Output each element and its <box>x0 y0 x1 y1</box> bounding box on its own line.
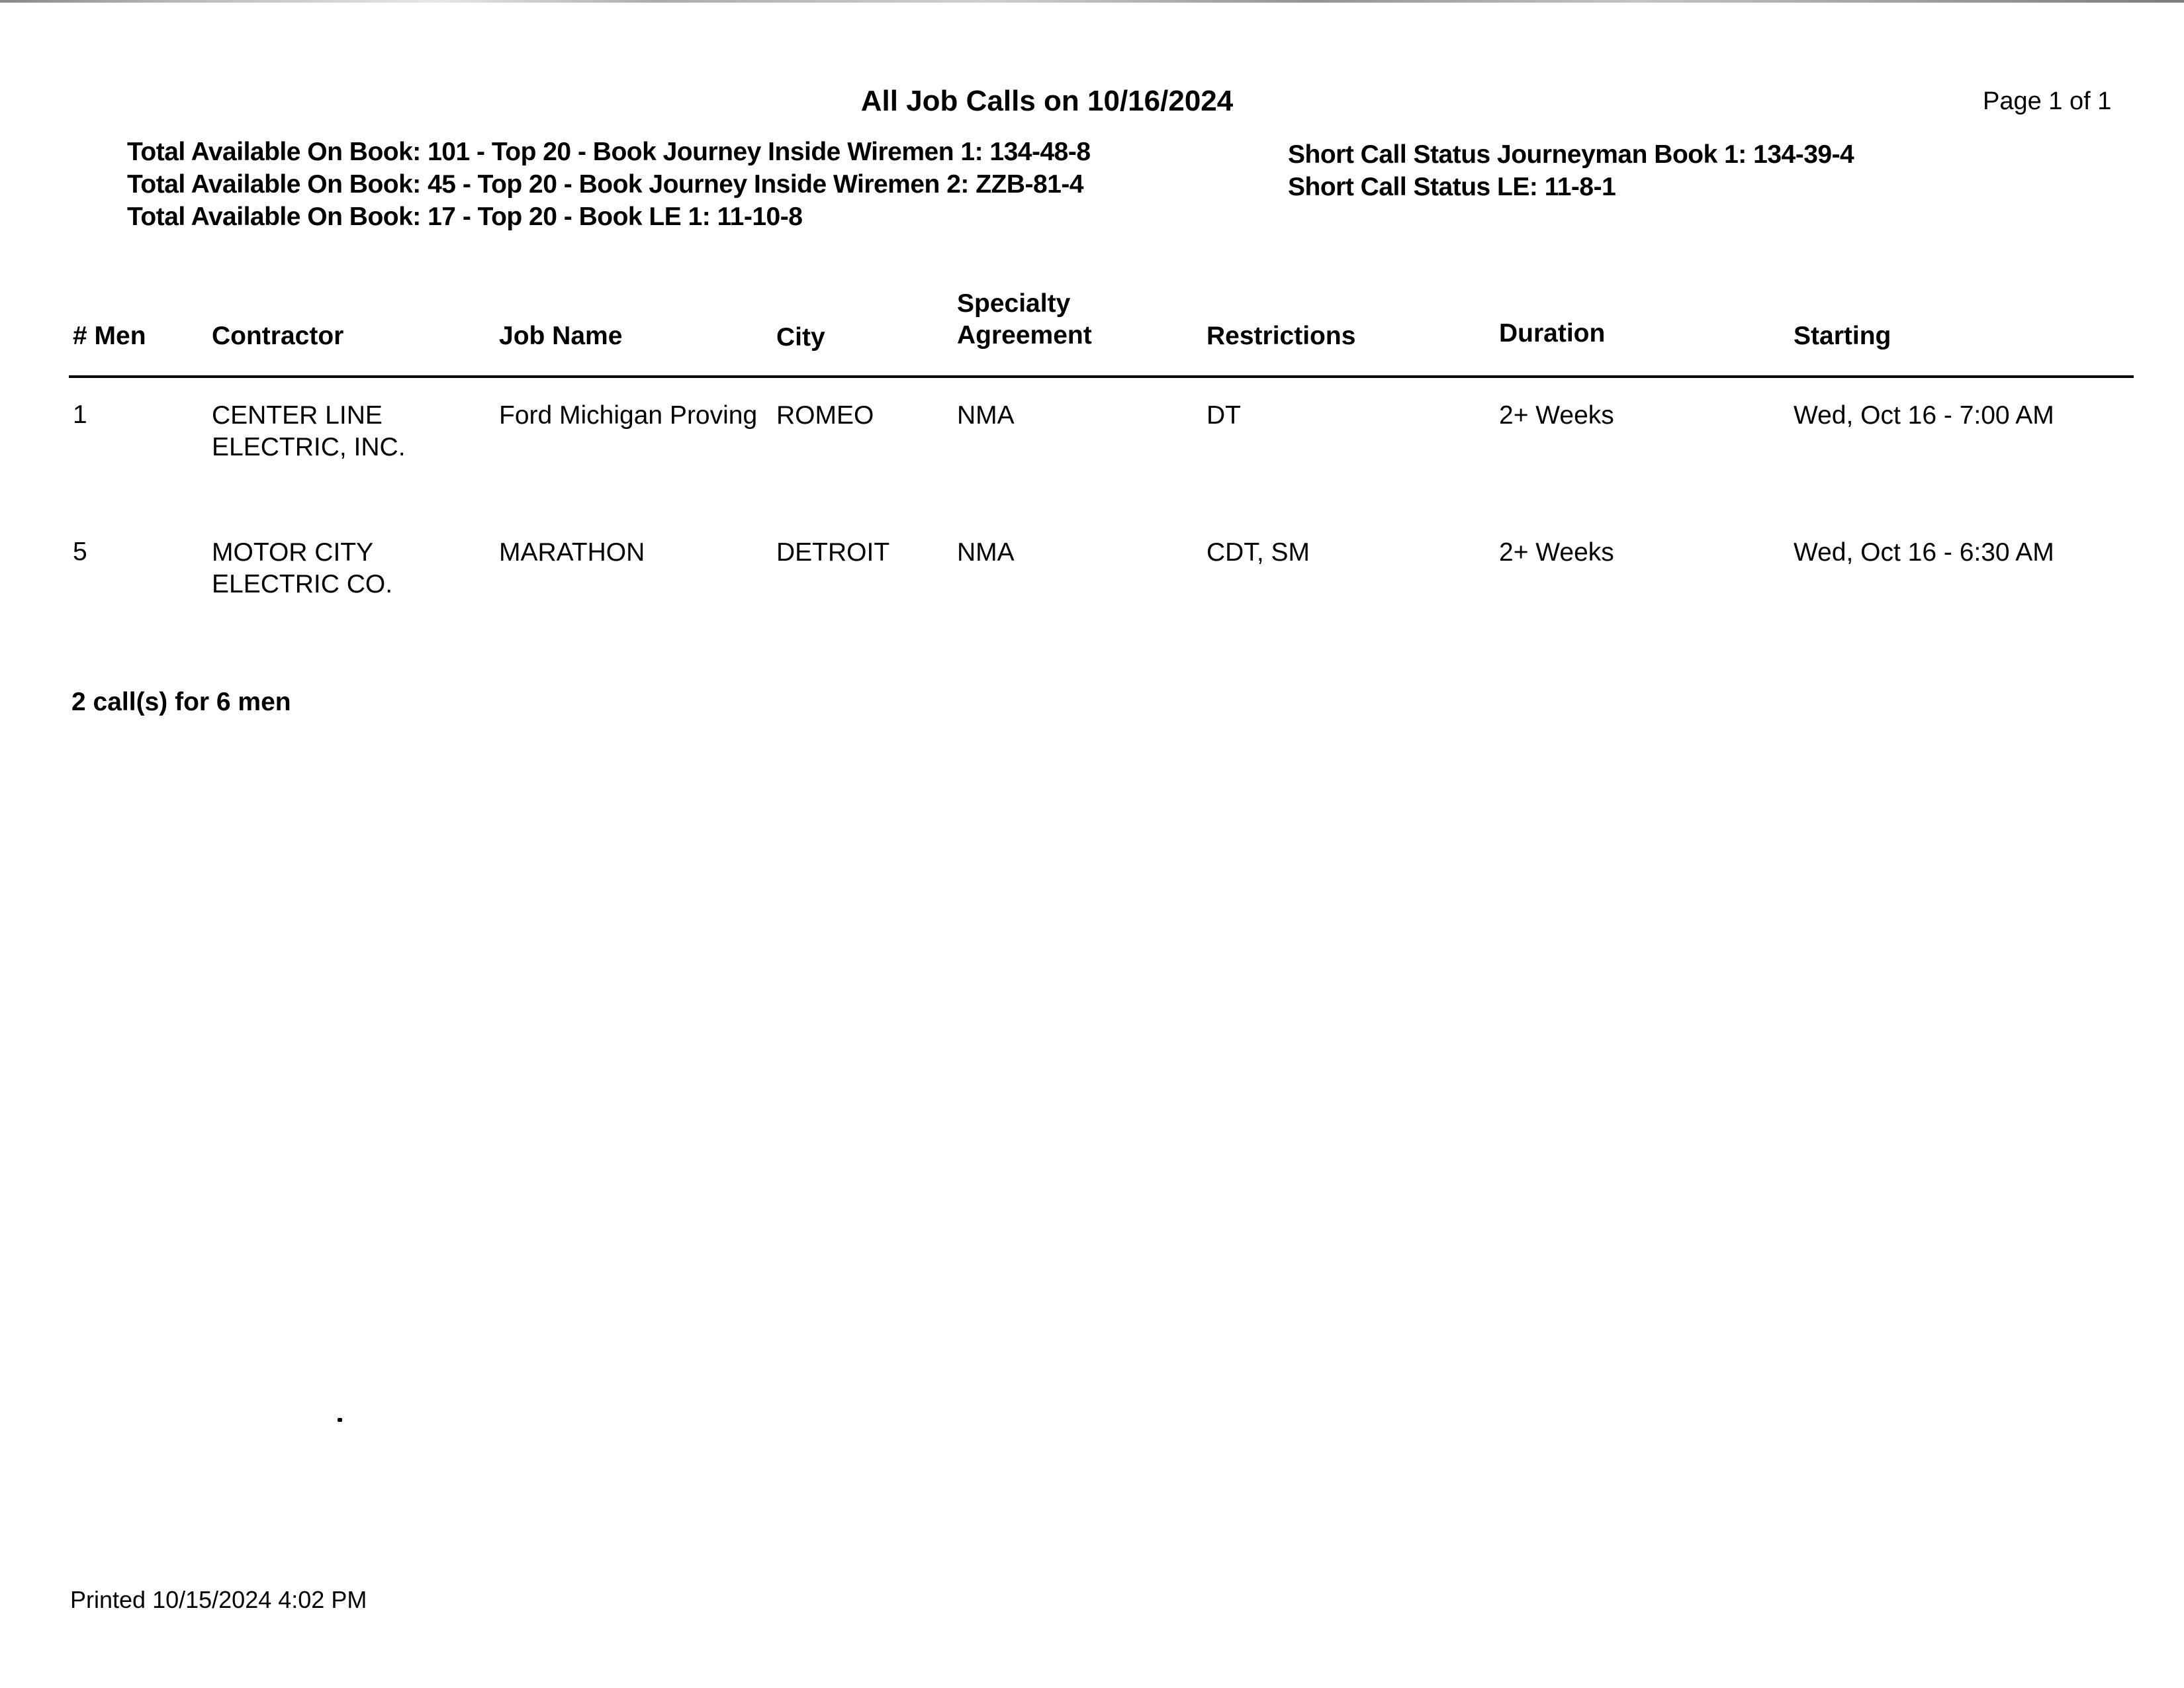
short-call-line: Short Call Status Journeyman Book 1: 134-39-4 <box>1288 140 1854 169</box>
column-header-job-name: Job Name <box>499 322 623 350</box>
cell-contractor-line2: ELECTRIC, INC. <box>212 433 406 461</box>
cell-job-name: MARATHON <box>499 538 645 567</box>
calls-total: 2 call(s) for 6 men <box>71 688 291 716</box>
column-header-city: City <box>776 323 825 352</box>
short-call-line: Short Call Status LE: 11-8-1 <box>1288 173 1616 201</box>
column-header-contractor: Contractor <box>212 322 344 350</box>
cell-city: ROMEO <box>776 401 874 430</box>
column-header-men: # Men <box>73 322 146 350</box>
short-call-status <box>1288 138 1854 203</box>
book-summary <box>127 136 1091 233</box>
cell-specialty: NMA <box>957 538 1015 567</box>
summary-line: Total Available On Book: 101 - Top 20 - Book Journey Inside Wiremen 1: 134-48-8 <box>127 138 1091 166</box>
column-header-restrictions: Restrictions <box>1206 322 1356 350</box>
cell-contractor-line2: ELECTRIC CO. <box>212 570 393 598</box>
report-title: All Job Calls on 10/16/2024 <box>860 85 1234 117</box>
printed-timestamp: Printed 10/15/2024 4:02 PM <box>70 1586 367 1613</box>
cell-men: 5 <box>73 538 87 566</box>
cell-duration: 2+ Weeks <box>1499 538 1614 567</box>
cell-restrictions: DT <box>1206 401 1241 430</box>
column-header-starting: Starting <box>1794 322 1891 350</box>
cell-specialty: NMA <box>957 401 1015 430</box>
scan-edge <box>0 0 2184 3</box>
cell-men: 1 <box>73 400 87 429</box>
column-header-specialty-line1: Specialty <box>957 289 1071 318</box>
header-divider <box>69 375 2134 378</box>
cell-contractor <box>212 537 392 600</box>
cell-contractor-line1: CENTER LINE <box>212 401 383 430</box>
summary-line: Total Available On Book: 17 - Top 20 - Book LE 1: 11-10-8 <box>127 203 803 231</box>
cell-city: DETROIT <box>776 538 890 567</box>
cell-restrictions: CDT, SM <box>1206 538 1310 567</box>
column-header-specialty <box>957 288 1092 352</box>
cell-job-name: Ford Michigan Proving <box>499 401 758 430</box>
cell-contractor <box>212 400 406 463</box>
cell-contractor-line1: MOTOR CITY <box>212 538 374 567</box>
summary-line: Total Available On Book: 45 - Top 20 - Book Journey Inside Wiremen 2: ZZB-81-4 <box>127 170 1084 199</box>
page-indicator: Page 1 of 1 <box>1983 87 2112 115</box>
cell-starting: Wed, Oct 16 - 7:00 AM <box>1794 401 2054 430</box>
scan-speck <box>338 1418 342 1422</box>
column-header-specialty-line2: Agreement <box>957 321 1092 350</box>
column-header-duration: Duration <box>1499 319 1606 348</box>
cell-starting: Wed, Oct 16 - 6:30 AM <box>1794 538 2054 567</box>
cell-duration: 2+ Weeks <box>1499 401 1614 430</box>
